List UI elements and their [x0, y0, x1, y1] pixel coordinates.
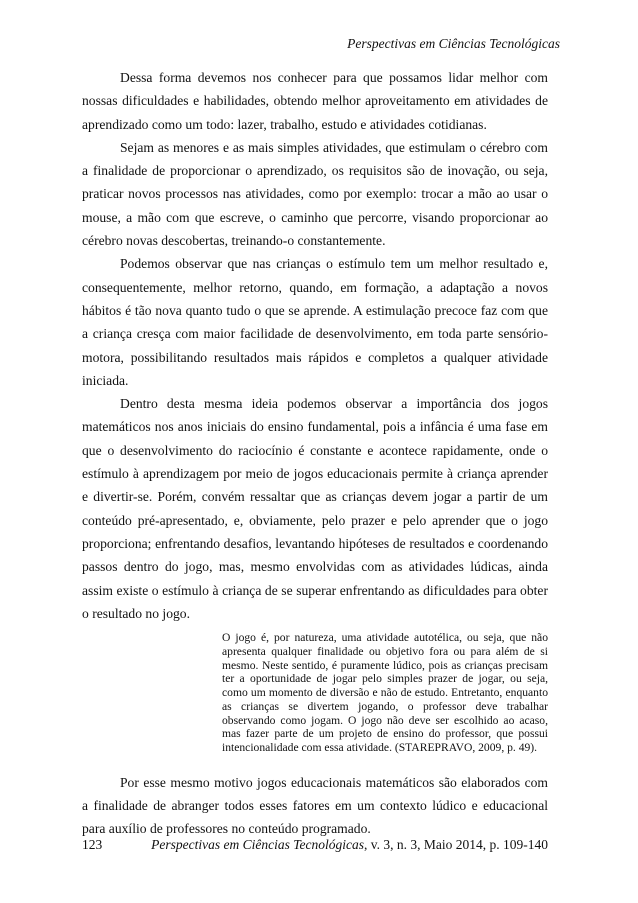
block-quote: O jogo é, por natureza, uma atividade autotélica, ou seja, que não apresenta qualquer finalidade ou objetivo fora ou para além de si mesmo. Neste sentido, é puramente lúdico, pois as crianças precisam ter a oportunidade de jogar pelo simples prazer de jogar, ou seja, como um momento de diversão e não de estudo. Entretanto, enquanto as crianças se divertem jogando, o professor deve trabalhar observando como jogam. O jogo não deve ser escolhido ao acaso, mas fazer parte de um projeto de ensino do professor, que possui intencionalidade com essa atividade. (STAREPRAVO, 2009, p. 49). [222, 631, 548, 755]
paragraph-3: Podemos observar que nas crianças o estímulo tem um melhor resultado e, consequentemente, melhor retorno, quando, em formação, a adaptação a novos hábitos é tão nova quanto tudo o que se aprende. A estimulação precoce faz com que a criança cresça com maior facilidade de desenvolvimento, em toda parte sensório-motora, possibilitando resultados mais rápidos e completos a qualquer atividade iniciada. [82, 256, 548, 388]
paragraph-2: Sejam as menores e as mais simples atividades, que estimulam o cérebro com a finalidade de proporcionar o aprendizado, os requisitos são de inovação, ou seja, praticar novos processos nas atividades, como por exemplo: trocar a mão ao usar o mouse, a mão com que escreve, o caminho que percorre, visando proporcionar ao cérebro novas descobertas, treinando-o constantemente. [82, 139, 548, 249]
paragraph-4: Dentro desta mesma ideia podemos observar a importância dos jogos matemáticos nos anos iniciais do ensino fundamental, pois a infância é uma fase em que o desenvolvimento do raciocínio é constante e acontece rapidamente, onde o estímulo à aprendizagem por meio de jogos educacionais permite à criança aprender e divertir-se. Porém, convém ressaltar que as crianças devem jogar a partir de um conteúdo pré-apresentado, e, obviamente, pelo prazer e pelo aprender que o jogo proporciona; enfrentando desafios, levantando hipóteses de resultados e coordenando passos dentro do jogo, mas, mesmo envolvidas com as atividades lúdicas, ainda assim existe o estímulo à criança de se superar enfrentando as dificuldades para obter o resultado no jogo. [82, 396, 548, 621]
article-body [82, 66, 548, 841]
closing-paragraph: Por esse mesmo motivo jogos educacionais matemáticos são elaborados com a finalidade de abranger todos esses fatores em um contexto lúdico e educacional para auxílio de professores no conteúdo programado. [82, 774, 548, 837]
footer-citation-details: , v. 3, n. 3, Maio 2014, p. 109-140 [364, 837, 548, 852]
page-number: 123 [82, 837, 103, 852]
footer-citation [151, 837, 548, 853]
paragraph-1: Dessa forma devemos nos conhecer para que possamos lidar melhor com nossas dificuldades e habilidades, obtendo melhor aproveitamento em atividades de aprendizado como um todo: lazer, trabalho, estudo e atividades cotidianas. [82, 70, 548, 132]
running-header: Perspectivas em Ciências Tecnológicas [347, 36, 560, 51]
footer-journal-name: Perspectivas em Ciências Tecnológicas [151, 837, 364, 852]
